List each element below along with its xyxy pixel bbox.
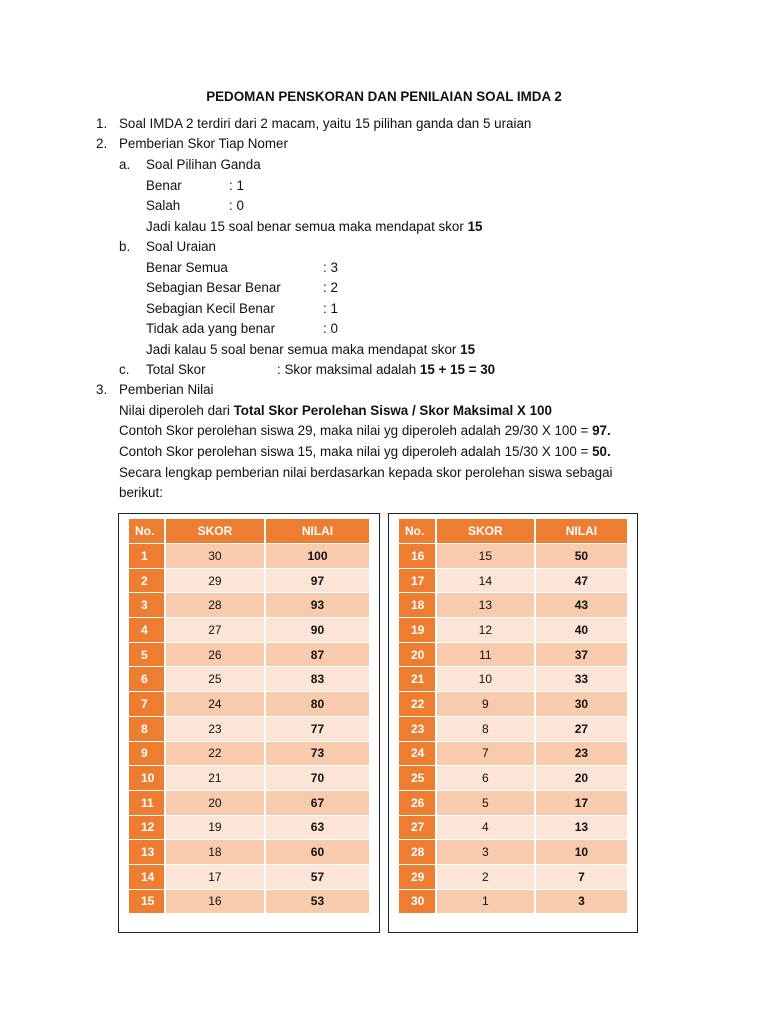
cell-skor: 1 [437, 890, 534, 914]
text: Jadi kalau 15 soal benar semua maka mendapat skor [146, 219, 468, 234]
formula [119, 403, 552, 419]
cell-nilai: 60 [266, 840, 369, 864]
list-number: 3. [96, 382, 108, 397]
table-header-row [129, 519, 369, 543]
table-row [399, 717, 627, 741]
text-bold: 15 [467, 219, 483, 234]
table-right-frame [388, 513, 638, 933]
value: : 0 [323, 321, 338, 336]
cell-no: 15 [129, 890, 164, 914]
value: : 2 [323, 280, 338, 295]
cell-skor: 3 [437, 840, 534, 864]
label: Benar [146, 178, 182, 193]
label: Sebagian Besar Benar [146, 280, 281, 295]
column-header-skor: SKOR [166, 519, 264, 543]
value: : 3 [323, 260, 338, 275]
sub-letter: c. [119, 362, 130, 377]
column-header-nilai: NILAI [266, 519, 369, 543]
list-number: 2. [96, 136, 108, 151]
table-header-row [399, 519, 627, 543]
cell-nilai: 53 [266, 890, 369, 914]
sub-item: Soal Uraian [146, 239, 216, 254]
text: Jadi kalau 5 soal benar semua maka mendapat skor [146, 342, 461, 357]
cell-skor: 29 [166, 569, 264, 593]
cell-nilai: 50 [536, 544, 627, 568]
column-header-no: No. [129, 519, 164, 543]
cell-nilai: 20 [536, 766, 627, 790]
table-row [129, 890, 369, 914]
cell-no: 12 [129, 816, 164, 840]
cell-no: 21 [399, 667, 435, 691]
sub-letter: b. [119, 239, 131, 254]
cell-no: 11 [129, 791, 164, 815]
cell-nilai: 37 [536, 643, 627, 667]
text: : Skor maksimal adalah [277, 362, 420, 377]
cell-no: 22 [399, 692, 435, 716]
cell-nilai: 43 [536, 593, 627, 617]
table-row [129, 816, 369, 840]
cell-skor: 15 [437, 544, 534, 568]
summary [146, 342, 475, 358]
column-header-skor: SKOR [437, 519, 534, 543]
cell-skor: 7 [437, 742, 534, 766]
paragraph: Secara lengkap pemberian nilai berdasarkan kepada skor perolehan siswa sebagai [119, 465, 613, 480]
cell-skor: 28 [166, 593, 264, 617]
sub-item: Soal Pilihan Ganda [146, 157, 261, 172]
cell-skor: 19 [166, 816, 264, 840]
example [119, 423, 611, 439]
cell-no: 10 [129, 766, 164, 790]
cell-skor: 25 [166, 667, 264, 691]
table-row [129, 692, 369, 716]
paragraph: berikut: [119, 485, 163, 500]
cell-nilai: 30 [536, 692, 627, 716]
table-row [129, 742, 369, 766]
cell-skor: 13 [437, 593, 534, 617]
cell-nilai: 23 [536, 742, 627, 766]
cell-skor: 10 [437, 667, 534, 691]
table-row [399, 766, 627, 790]
column-header-nilai: NILAI [536, 519, 627, 543]
cell-nilai: 73 [266, 742, 369, 766]
cell-no: 19 [399, 618, 435, 642]
cell-nilai: 80 [266, 692, 369, 716]
cell-nilai: 67 [266, 791, 369, 815]
cell-skor: 5 [437, 791, 534, 815]
sub-letter: a. [119, 157, 131, 172]
cell-nilai: 70 [266, 766, 369, 790]
cell-skor: 24 [166, 692, 264, 716]
table-row [399, 643, 627, 667]
cell-skor: 2 [437, 865, 534, 889]
table-row [399, 791, 627, 815]
cell-skor: 8 [437, 717, 534, 741]
cell-no: 26 [399, 791, 435, 815]
cell-no: 30 [399, 890, 435, 914]
sub-item: Total Skor [146, 362, 206, 377]
value: : 0 [229, 198, 244, 213]
example [119, 444, 611, 460]
cell-no: 24 [399, 742, 435, 766]
table-row [399, 816, 627, 840]
cell-no: 9 [129, 742, 164, 766]
cell-nilai: 57 [266, 865, 369, 889]
cell-no: 8 [129, 717, 164, 741]
cell-no: 7 [129, 692, 164, 716]
cell-no: 28 [399, 840, 435, 864]
cell-nilai: 7 [536, 865, 627, 889]
table-row [399, 593, 627, 617]
page-title: PEDOMAN PENSKORAN DAN PENILAIAN SOAL IMDA 2 [206, 89, 562, 104]
cell-no: 18 [399, 593, 435, 617]
cell-no: 23 [399, 717, 435, 741]
cell-nilai: 17 [536, 791, 627, 815]
summary [146, 219, 482, 235]
cell-nilai: 33 [536, 667, 627, 691]
table-left-frame [118, 513, 380, 933]
cell-nilai: 3 [536, 890, 627, 914]
cell-nilai: 77 [266, 717, 369, 741]
score-table-right [397, 518, 629, 914]
value: : 1 [323, 301, 338, 316]
cell-skor: 27 [166, 618, 264, 642]
list-item: Pemberian Skor Tiap Nomer [119, 136, 288, 151]
cell-no: 20 [399, 643, 435, 667]
cell-nilai: 40 [536, 618, 627, 642]
table-row [399, 544, 627, 568]
text: Nilai diperoleh dari [119, 403, 234, 418]
cell-no: 17 [399, 569, 435, 593]
text-bold: 50. [592, 444, 611, 459]
cell-skor: 16 [166, 890, 264, 914]
cell-skor: 17 [166, 865, 264, 889]
cell-skor: 6 [437, 766, 534, 790]
cell-no: 16 [399, 544, 435, 568]
table-row [399, 890, 627, 914]
cell-nilai: 27 [536, 717, 627, 741]
cell-skor: 12 [437, 618, 534, 642]
cell-no: 5 [129, 643, 164, 667]
table-row [129, 643, 369, 667]
value [277, 362, 495, 378]
table-row [129, 569, 369, 593]
cell-skor: 11 [437, 643, 534, 667]
cell-no: 29 [399, 865, 435, 889]
cell-nilai: 87 [266, 643, 369, 667]
text: Contoh Skor perolehan siswa 15, maka nilai yg diperoleh adalah 15/30 X 100 = [119, 444, 593, 459]
cell-no: 25 [399, 766, 435, 790]
cell-nilai: 10 [536, 840, 627, 864]
table-row [399, 840, 627, 864]
table-row [129, 766, 369, 790]
cell-no: 27 [399, 816, 435, 840]
table-row [399, 618, 627, 642]
cell-no: 4 [129, 618, 164, 642]
cell-skor: 26 [166, 643, 264, 667]
cell-no: 6 [129, 667, 164, 691]
table-row [129, 791, 369, 815]
label: Salah [146, 198, 181, 213]
cell-no: 13 [129, 840, 164, 864]
score-table-left [127, 518, 371, 914]
cell-nilai: 90 [266, 618, 369, 642]
table-row [129, 667, 369, 691]
cell-no: 3 [129, 593, 164, 617]
text-bold: 97. [592, 423, 611, 438]
text-bold: 15 + 15 = 30 [419, 362, 496, 377]
cell-nilai: 47 [536, 569, 627, 593]
cell-skor: 20 [166, 791, 264, 815]
column-header-no: No. [399, 519, 435, 543]
label: Benar Semua [146, 260, 228, 275]
cell-nilai: 93 [266, 593, 369, 617]
list-number: 1. [96, 116, 108, 131]
cell-nilai: 13 [536, 816, 627, 840]
cell-skor: 22 [166, 742, 264, 766]
text: Contoh Skor perolehan siswa 29, maka nilai yg diperoleh adalah 29/30 X 100 = [119, 423, 593, 438]
table-row [129, 593, 369, 617]
value: : 1 [229, 178, 244, 193]
label: Tidak ada yang benar [146, 321, 276, 336]
table-row [129, 840, 369, 864]
cell-skor: 4 [437, 816, 534, 840]
table-row [129, 544, 369, 568]
cell-no: 1 [129, 544, 164, 568]
cell-skor: 18 [166, 840, 264, 864]
text-bold: Total Skor Perolehan Siswa / Skor Maksimal X 100 [233, 403, 552, 418]
list-item: Soal IMDA 2 terdiri dari 2 macam, yaitu 15 pilihan ganda dan 5 uraian [119, 116, 532, 131]
cell-nilai: 83 [266, 667, 369, 691]
table-row [129, 717, 369, 741]
cell-no: 2 [129, 569, 164, 593]
cell-nilai: 100 [266, 544, 369, 568]
table-row [129, 618, 369, 642]
table-row [399, 569, 627, 593]
cell-skor: 21 [166, 766, 264, 790]
label: Sebagian Kecil Benar [146, 301, 275, 316]
cell-skor: 30 [166, 544, 264, 568]
cell-skor: 23 [166, 717, 264, 741]
text-bold: 15 [460, 342, 476, 357]
cell-skor: 9 [437, 692, 534, 716]
table-row [399, 865, 627, 889]
cell-skor: 14 [437, 569, 534, 593]
table-row [129, 865, 369, 889]
table-row [399, 742, 627, 766]
table-row [399, 692, 627, 716]
cell-nilai: 63 [266, 816, 369, 840]
list-item: Pemberian Nilai [119, 382, 214, 397]
table-row [399, 667, 627, 691]
cell-nilai: 97 [266, 569, 369, 593]
cell-no: 14 [129, 865, 164, 889]
